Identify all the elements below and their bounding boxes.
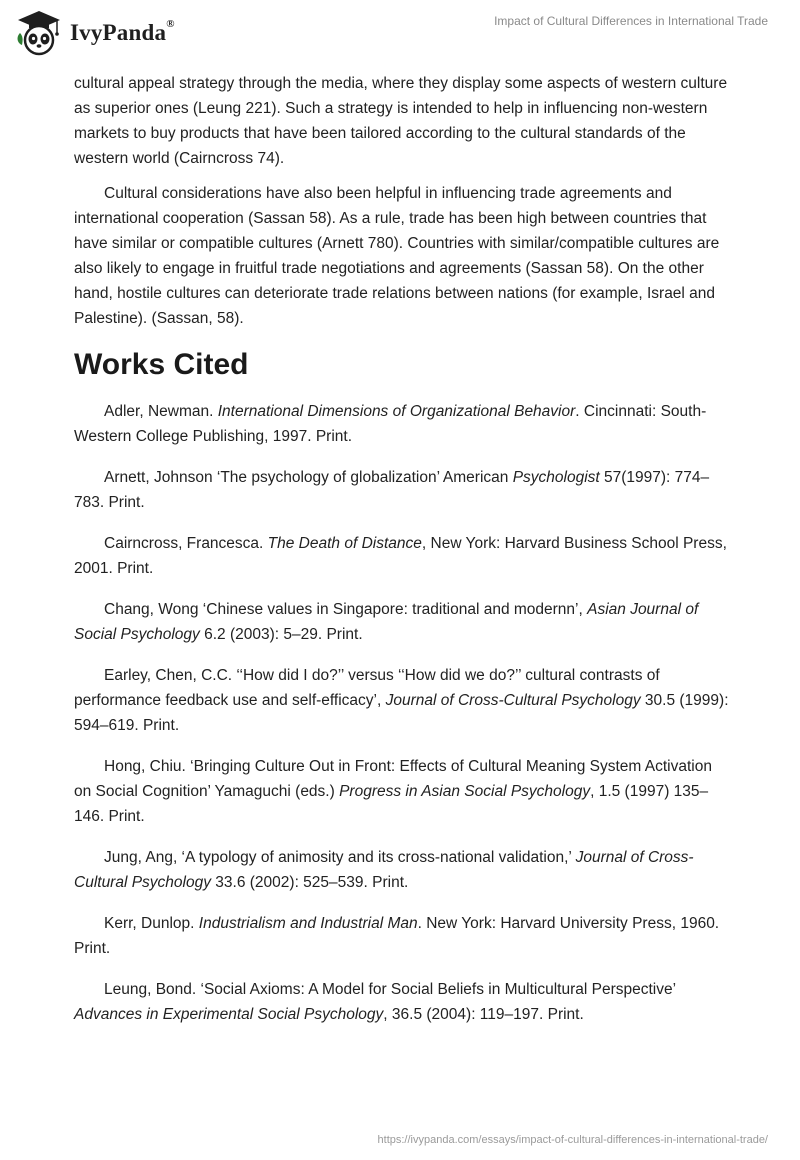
reference-list	[74, 399, 730, 1027]
reference-item: Chang, Wong ‘Chinese values in Singapore: traditional and modernn’, Asian Journal of Social Psychology 6.2 (2003): 5–29. Print.	[74, 601, 699, 643]
brand-name: IvyPanda®	[70, 18, 175, 45]
essay-content	[74, 71, 730, 1043]
reference-item: Jung, Ang, ‘A typology of animosity and its cross-national validation,’ Journal of Cross-Cultural Psychology 33.6 (2002): 525–539. Print.	[74, 849, 694, 891]
reference-item: Leung, Bond. ‘Social Axioms: A Model for Social Beliefs in Multicultural Perspective’ Advances in Experimental Social Psychology, 36.5 (2004): 119–197. Print.	[74, 981, 676, 1023]
reference-item: Earley, Chen, C.C. ‘‘How did I do?’’ versus ‘‘How did we do?’’ cultural contrasts of performance feedback use and self-efficacy’, Journal of Cross-Cultural Psychology 30.5 (1999): 594–619. Print.	[74, 667, 729, 734]
panda-graduation-icon	[14, 9, 64, 57]
page-header	[0, 0, 800, 70]
body-paragraph: cultural appeal strategy through the media, where they display some aspects of western culture as superior ones (Leung 221). Such a strategy is intended to help in influencing non-western markets to buy products that have been tailored according to the cultural standards of the western world (Cairncross 74).	[74, 75, 728, 167]
reference-item: Kerr, Dunlop. Industrialism and Industrial Man. New York: Harvard University Press, 1960. Print.	[74, 915, 720, 957]
body-paragraph: Cultural considerations have also been helpful in influencing trade agreements and international cooperation (Sassan 58). As a rule, trade has been high between countries that have similar or compatible cultures (Arnett 780). Countries with similar/compatible cultures are also likely to engage in fruitful trade negotiations and agreements (Sassan 58). On the other hand, hostile cultures can deteriorate trade relations between nations (for example, Israel and Palestine). (Sassan, 58).	[74, 185, 720, 327]
reference-item: Arnett, Johnson ‘The psychology of globalization’ American Psychologist 57(1997): 774–783. Print.	[74, 469, 710, 511]
source-url[interactable]: https://ivypanda.com/essays/impact-of-cultural-differences-in-international-trade/	[377, 1134, 768, 1146]
reference-item: Hong, Chiu. ‘Bringing Culture Out in Front: Effects of Cultural Meaning System Activation on Social Cognition’ Yamaguchi (eds.) Progress in Asian Social Psychology, 1.5 (1997) 135–146. Print.	[74, 758, 712, 825]
ivypanda-logo[interactable]	[14, 8, 175, 58]
reference-item: Cairncross, Francesca. The Death of Distance, New York: Harvard Business School Press, 2001. Print.	[74, 535, 727, 577]
reference-item: Adler, Newman. International Dimensions of Organizational Behavior. Cincinnati: South-Western College Publishing, 1997. Print.	[74, 403, 707, 445]
works-cited-heading: Works Cited	[74, 348, 249, 381]
document-title: Impact of Cultural Differences in International Trade	[494, 14, 768, 28]
